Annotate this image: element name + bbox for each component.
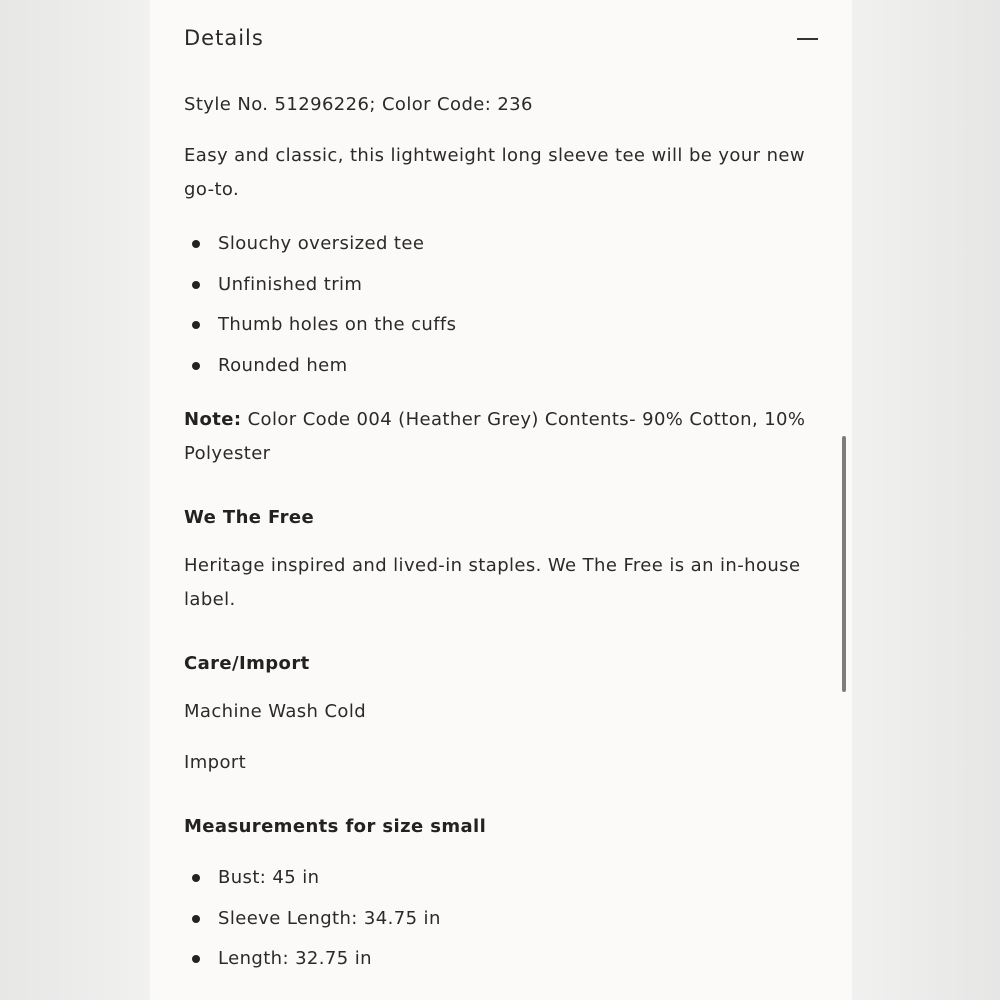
list-item: Slouchy oversized tee xyxy=(184,231,456,272)
bullet-icon xyxy=(192,874,200,882)
note-text: Color Code 004 (Heather Grey) Contents- 90% Cotton, 10% Polyester xyxy=(184,409,806,464)
bullet-icon xyxy=(192,321,200,329)
bullet-icon xyxy=(192,240,200,248)
list-item: Unfinished trim xyxy=(184,272,456,313)
measurements-heading: Measurements for size small xyxy=(184,816,487,837)
content-note xyxy=(184,403,809,471)
care-heading: Care/Import xyxy=(184,653,310,674)
care-import: Import xyxy=(184,752,247,773)
measurements-list xyxy=(184,865,441,987)
list-item: Bust: 45 in xyxy=(184,865,441,906)
details-title: Details xyxy=(184,26,264,50)
brand-heading: We The Free xyxy=(184,507,315,528)
bullet-icon xyxy=(192,915,200,923)
feature-list xyxy=(184,231,456,394)
list-item: Sleeve Length: 34.75 in xyxy=(184,906,441,947)
scrollbar-thumb[interactable] xyxy=(842,436,846,692)
details-accordion-header[interactable] xyxy=(184,26,824,56)
style-number: Style No. 51296226; Color Code: 236 xyxy=(184,94,533,115)
product-details-panel xyxy=(150,0,852,1000)
bullet-icon xyxy=(192,955,200,963)
bullet-icon xyxy=(192,362,200,370)
list-item: Length: 32.75 in xyxy=(184,946,441,987)
minus-icon[interactable] xyxy=(797,38,818,40)
list-item: Rounded hem xyxy=(184,353,456,394)
note-label: Note: xyxy=(184,409,242,430)
product-description: Easy and classic, this lightweight long sleeve tee will be your new go-to. xyxy=(184,145,805,200)
care-wash: Machine Wash Cold xyxy=(184,701,367,722)
list-item: Thumb holes on the cuffs xyxy=(184,312,456,353)
brand-description: Heritage inspired and lived-in staples. We The Free is an in-house label. xyxy=(184,555,801,610)
bullet-icon xyxy=(192,281,200,289)
